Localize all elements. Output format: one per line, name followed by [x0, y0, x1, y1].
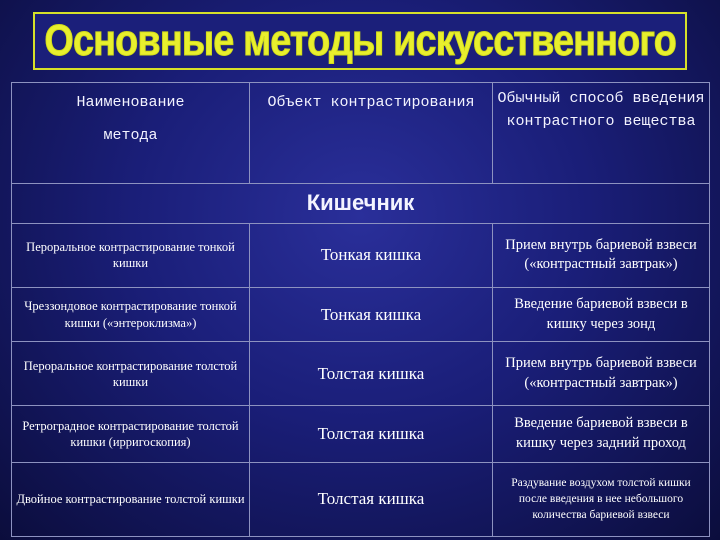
table-row	[12, 287, 710, 342]
way-cell: Введение бариевой взвеси в кишку через задний проход	[493, 406, 710, 463]
method-cell: Пероральное контрастирование тонкой кишки	[12, 224, 250, 288]
section-title: Кишечник	[12, 183, 710, 223]
slide-title-box	[33, 12, 687, 70]
header-way: Обычный способ введения контрастного вещества	[493, 83, 710, 184]
methods-table	[11, 82, 710, 537]
header-method	[12, 83, 250, 184]
table-row	[12, 462, 710, 536]
way-cell: Раздувание воздухом толстой кишки после введения в нее небольшого количества бариевой взвеси	[493, 462, 710, 536]
object-cell: Толстая кишка	[250, 342, 493, 406]
object-cell: Толстая кишка	[250, 462, 493, 536]
method-cell: Чреззондовое контрастирование тонкой кишки («энтероклизма»)	[12, 287, 250, 342]
method-cell: Ретроградное контрастирование толстой кишки (ирригоскопия)	[12, 406, 250, 463]
slide-title: Основные методы искусственного	[44, 16, 676, 65]
header-method-line2: метода	[103, 127, 158, 145]
way-cell: Прием внутрь бариевой взвеси («контрастный завтрак»)	[493, 224, 710, 288]
way-cell: Прием внутрь бариевой взвеси («контрастный завтрак»)	[493, 342, 710, 406]
table-row	[12, 406, 710, 463]
method-cell: Двойное контрастирование толстой кишки	[12, 462, 250, 536]
table-row	[12, 342, 710, 406]
header-method-line1: Наименование	[76, 94, 185, 111]
method-cell: Пероральное контрастирование толстой кишки	[12, 342, 250, 406]
way-cell: Введение бариевой взвеси в кишку через зонд	[493, 287, 710, 342]
object-cell: Тонкая кишка	[250, 287, 493, 342]
header-object: Объект контрастирования	[250, 83, 493, 184]
object-cell: Толстая кишка	[250, 406, 493, 463]
table-header-row	[12, 83, 710, 184]
object-cell: Тонкая кишка	[250, 224, 493, 288]
section-row	[12, 183, 710, 223]
table-row	[12, 224, 710, 288]
